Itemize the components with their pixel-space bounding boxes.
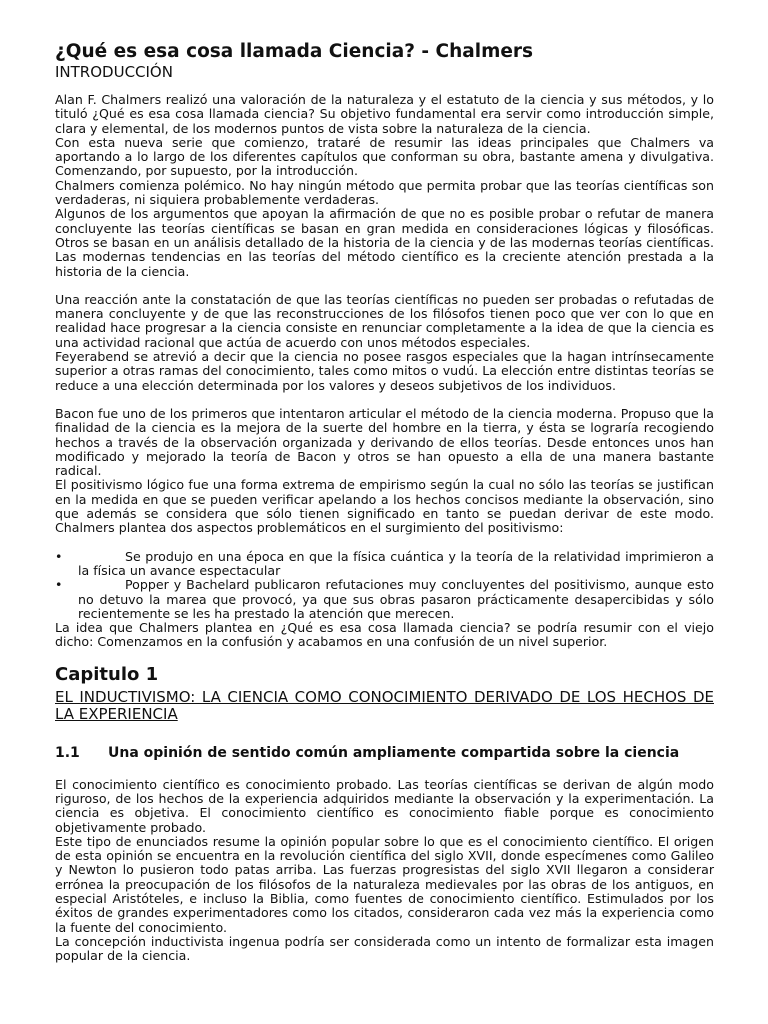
intro-paragraph-1: Alan F. Chalmers realizó una valoración de la naturaleza y el estatuto de la ciencia y sus métodos, y lo tituló ¿Qué es esa cosa llamada ciencia? Su objetivo fundamental era servir como introducción simple, clara y elemental, de los modernos puntos de vista sobre la naturaleza de la ciencia. bbox=[55, 92, 714, 136]
chapter-title: Capitulo 1 bbox=[55, 663, 159, 685]
chapter-paragraph-2: Este tipo de enunciados resume la opinión popular sobre lo que es el conocimiento científico. El origen de esta opinión se encuentra en la revolución científica del siglo XVII, donde especímenes como Galileo y Newton lo pusieron todo patas arriba. Las fuerzas progresistas del siglo XVII llegaron a considerar errónea la preocupación de los filósofos de la naturaleza medievales por las obras de los antiguos, en especial Aristóteles, e incluso la Biblia, como fuentes de conocimiento científico. Estimulados por los éxitos de grandes experimentadores como los citados, consideraron cada vez más la experiencia como la fuente del conocimiento. bbox=[55, 833, 714, 935]
section-title: Una opinión de sentido común ampliamente compartida sobre la ciencia bbox=[108, 744, 680, 761]
document-title: ¿Qué es esa cosa llamada Ciencia? - Chalmers bbox=[55, 41, 534, 62]
list-item bbox=[55, 578, 714, 621]
section-heading bbox=[55, 745, 714, 762]
intro-paragraph-5: Una reacción ante la constatación de que las teorías científicas no pueden ser probadas o refutadas de manera concluyente y de que las reconstrucciones de los filósofos tienen poco que ver con lo que en realidad hace progresar a la ciencia consiste en renunciar completamente a la idea de que la ciencia es una actividad racional que actúa de acuerdo con unos métodos especiales. bbox=[55, 291, 714, 350]
intro-paragraph-8: El positivismo lógico fue una forma extrema de empirismo según la cual no sólo las teorías se justifican en la medida en que se pueden verificar apelando a los hechos concisos mediante la observación, sino que además se considera que sólo tienen significado en tanto se puedan derivar de este modo. Chalmers plantea dos aspectos problemáticos en el surgimiento del positivismo: bbox=[55, 477, 714, 536]
intro-paragraph-7: Bacon fue uno de los primeros que intentaron articular el método de la ciencia moderna. Propuso que la finalidad de la ciencia es la mejora de la suerte del hombre en la tierra, y ésta se lograría recogiendo hechos a través de la observación organizada y derivando de ellos teorías. Desde entonces unos han modificado y mejorado la teoría de Bacon y otros se han opuesto a ella de una manera bastante radical. bbox=[55, 405, 714, 479]
list-item-text: Se produjo en una época en que la física cuántica y la teoría de la relatividad imprimieron a la física un avance espectacular bbox=[78, 548, 714, 578]
section-heading-introduccion: INTRODUCCIÓN bbox=[55, 63, 173, 81]
list-item bbox=[55, 550, 714, 579]
section-number: 1.1 bbox=[55, 744, 80, 761]
intro-paragraph-9: La idea que Chalmers plantea en ¿Qué es esa cosa llamada ciencia? se podría resumir con el viejo dicho: Comenzamos en la confusión y acabamos en una confusión de un nivel superior. bbox=[55, 620, 714, 650]
chapter-paragraph-3: La concepción inductivista ingenua podría ser considerada como un intento de formalizar esta imagen popular de la ciencia. bbox=[55, 933, 714, 964]
list-item-text: Popper y Bachelard publicaron refutaciones muy concluyentes del positivismo, aunque esto no detuvo la marea que provocó, ya que sus obras pasaron prácticamente desapercibidas y sólo recientemente se les ha prestado la atención que merecen. bbox=[78, 577, 714, 621]
intro-paragraph-2: Con esta nueva serie que comienzo, trataré de resumir las ideas principales que Chalmers va aportando a lo largo de los diferentes capítulos que conforman su obra, bastante amena y divulgativa. Comenzando, por supuesto, por la introducción. bbox=[55, 134, 714, 179]
intro-paragraph-4: Algunos de los argumentos que apoyan la afirmación de que no es posible probar o refutar de manera concluyente las teorías científicas se basan en gran medida en consideraciones lógicas y filosóficas. Otros se basan en un análisis detallado de la historia de la ciencia y de las modernas teorías científicas. Las modernas tendencias en las teorías del método científico es la creciente atención prestada a la historia de la ciencia. bbox=[55, 206, 714, 279]
intro-paragraph-3: Chalmers comienza polémico. No hay ningún método que permita probar que las teorías científicas son verdaderas, ni siquiera probablemente verdaderas. bbox=[55, 177, 714, 208]
chapter-paragraph-1: El conocimiento científico es conocimiento probado. Las teorías científicas se derivan de algún modo riguroso, de los hechos de la experiencia adquiridos mediante la observación y la experimentación. La ciencia es objetiva. El conocimiento científico es conocimiento fiable porque es conocimiento objetivamente probado. bbox=[55, 776, 714, 835]
bullet-icon: • bbox=[55, 577, 63, 593]
chapter-subtitle: EL INDUCTIVISMO: LA CIENCIA COMO CONOCIMIENTO DERIVADO DE LOS HECHOS DE LA EXPERIENCIA bbox=[55, 687, 714, 723]
bullet-icon: • bbox=[55, 548, 63, 564]
intro-paragraph-6: Feyerabend se atrevió a decir que la ciencia no posee rasgos especiales que la hagan intrínsecamente superior a otras ramas del conocimiento, tales como mitos o vudú. La elección entre distintas teorías se reduce a una elección determinada por los valores y deseos subjetivos de los individuos. bbox=[55, 349, 714, 393]
